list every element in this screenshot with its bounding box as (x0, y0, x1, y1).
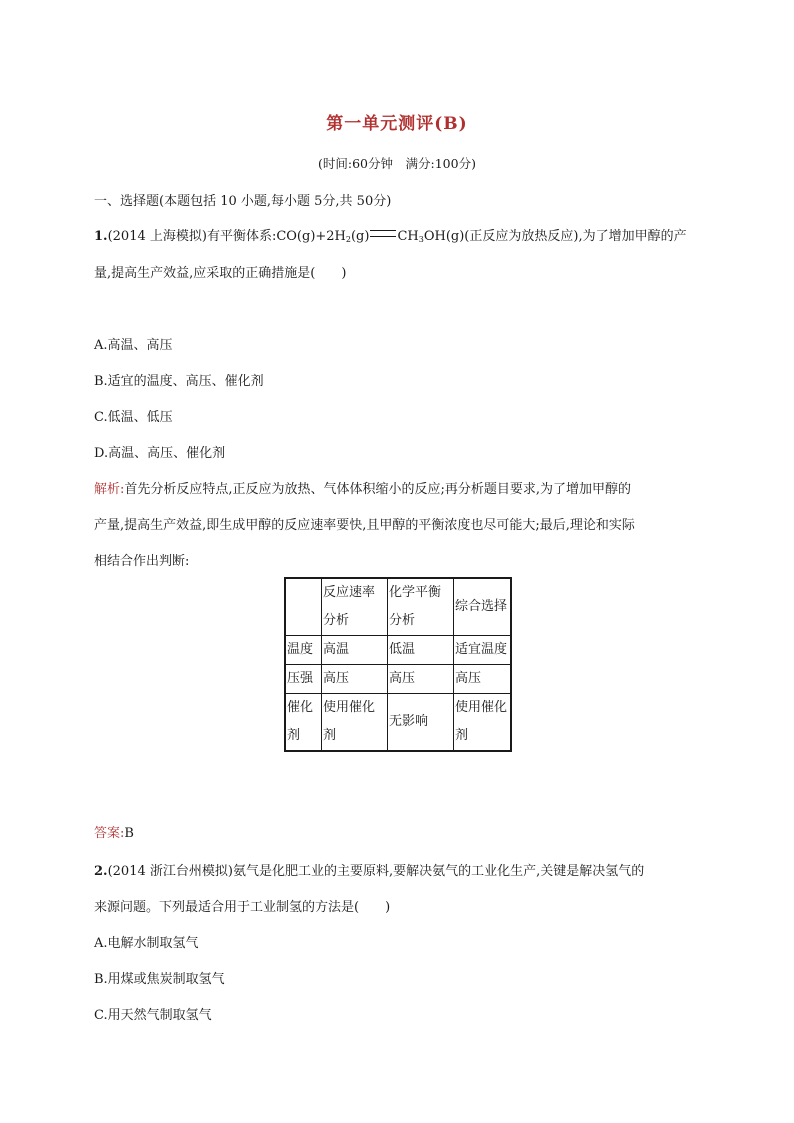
option-b: B.用煤或焦炭制取氢气 (94, 972, 225, 987)
table-cell: 低温 (388, 636, 454, 665)
table-cell: 使用催化剂 (454, 694, 512, 752)
analysis-line-3: 相结合作出判断: (94, 554, 190, 569)
table-cell: 使用催化剂 (322, 694, 388, 752)
analysis-line-2: 产量,提高生产效益,即生成甲醇的反应速率要快,且甲醇的平衡浓度也尽可能大;最后,理论和实际 (94, 518, 635, 533)
table-header-cell: 反应速率分析 (322, 578, 388, 636)
table-cell: 高压 (388, 665, 454, 694)
table-cell: 高压 (322, 665, 388, 694)
question-2-stem (94, 860, 644, 879)
analysis-label: 解析: (94, 482, 125, 497)
analysis-table (284, 577, 512, 752)
analysis-line-1 (94, 478, 631, 497)
answer-label: 答案: (94, 826, 125, 841)
option-a: A.电解水制取氢气 (94, 936, 199, 951)
analysis-text: 首先分析反应特点,正反应为放热、气体体积缩小的反应;再分析题目要求,为了增加甲醇的 (124, 482, 632, 497)
table-row (285, 636, 511, 665)
question-1-stem-line2: 量,提高生产效益,应采取的正确措施是( ) (94, 266, 347, 281)
table-cell: 温度 (285, 636, 322, 665)
table-row (285, 665, 511, 694)
table-row (285, 694, 511, 752)
table-cell: 催化剂 (285, 694, 322, 752)
table-header-cell: 综合选择 (454, 578, 512, 636)
stem-text: (g) (350, 229, 370, 244)
question-1-stem (94, 225, 687, 244)
table-header-row (285, 578, 511, 636)
table-cell: 压强 (285, 665, 322, 694)
option-c: C.低温、低压 (94, 410, 173, 425)
equilibrium-sign (370, 230, 396, 237)
stem-text: (2014 浙江台州模拟)氨气是化肥工业的主要原料,要解决氨气的工业化生产,关键是解决氢气的 (107, 864, 645, 879)
table-cell (285, 578, 322, 636)
stem-text: OH(g)(正反应为放热反应),为了增加甲醇的产 (423, 229, 687, 244)
table-cell: 无影响 (388, 694, 454, 752)
option-d: D.高温、高压、催化剂 (94, 446, 226, 461)
subscript: 3 (418, 235, 424, 244)
exam-info: (时间:60分钟 满分:100分) (318, 156, 476, 171)
option-a: A.高温、高压 (94, 338, 173, 353)
table-cell: 适宜温度 (454, 636, 512, 665)
option-b: B.适宜的温度、高压、催化剂 (94, 374, 264, 389)
section-heading: 一、选择题(本题包括 10 小题,每小题 5分,共 50分) (94, 194, 392, 209)
answer-value: B (124, 826, 134, 841)
page-title: 第一单元测评(B) (326, 114, 468, 134)
question-number: 1. (94, 229, 108, 244)
option-c: C.用天然气制取氢气 (94, 1008, 212, 1023)
stem-text: (2014 上海模拟)有平衡体系:CO(g)+2H (107, 229, 346, 244)
table-cell: 高温 (322, 636, 388, 665)
table-header-cell: 化学平衡分析 (388, 578, 454, 636)
question-number: 2. (94, 864, 108, 879)
stem-text: CH (397, 229, 419, 244)
subscript: 2 (345, 235, 351, 244)
question-2-stem-line2: 来源问题。下列最适合用于工业制氢的方法是( ) (94, 900, 391, 915)
table-cell: 高压 (454, 665, 512, 694)
answer-line (94, 822, 134, 841)
